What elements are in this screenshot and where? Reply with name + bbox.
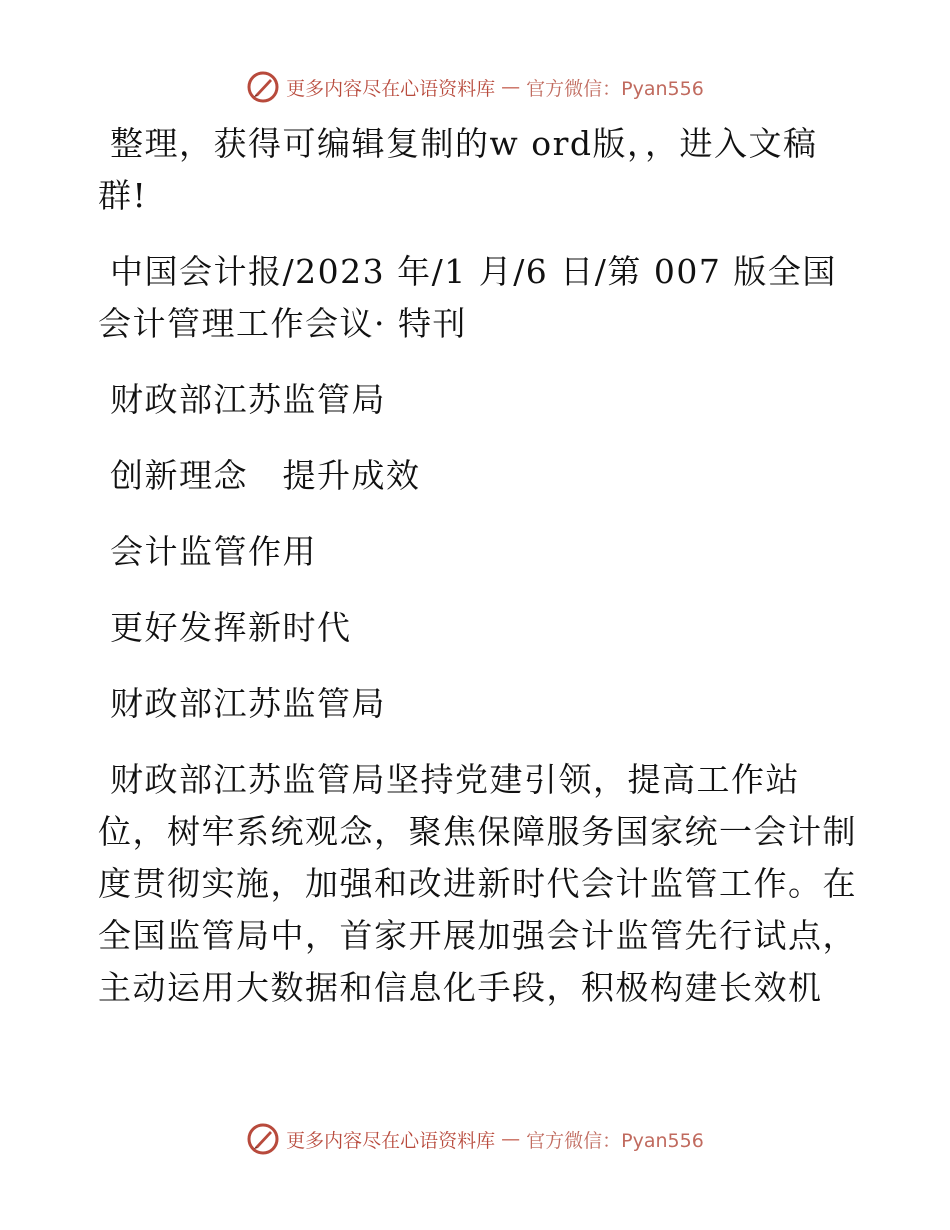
- doc-paragraph-byline: 财政部江苏监管局: [110, 684, 386, 723]
- quill-logo-icon: [246, 1122, 280, 1156]
- doc-paragraph-headline-3: 更好发挥新时代: [110, 608, 352, 647]
- footer-watermark: [0, 1122, 950, 1156]
- watermark-separator: —: [501, 76, 521, 98]
- doc-paragraph-author: 财政部江苏监管局: [110, 380, 386, 419]
- doc-paragraph-intro: 整理，获得可编辑复制的w ord版，，进入文稿群!: [98, 124, 818, 215]
- doc-paragraph-headline-2: 会计监管作用: [110, 532, 317, 571]
- doc-paragraph-headline-1: 创新理念 提升成效: [110, 456, 421, 495]
- watermark-site-text: 更多内容尽在心语资料库: [286, 77, 496, 100]
- header-watermark: [0, 70, 950, 104]
- doc-paragraph-source: 中国会计报/2023 年/1 月/6 日/第 007 版全国会计管理工作会议· 特刊: [98, 252, 837, 343]
- quill-logo-icon: [246, 70, 280, 104]
- watermark-wechat-text: 官方微信：Pyan556: [526, 77, 704, 100]
- watermark-wechat-text: 官方微信：Pyan556: [526, 1129, 704, 1152]
- doc-paragraph-body: 财政部江苏监管局坚持党建引领，提高工作站位，树牢系统观念，聚焦保障服务国家统一会计制度贯彻实施，加强和改进新时代会计监管工作。在全国监管局中，首家开展加强会计监管先行试点，主动运用大数据和信息化手段，积极构建长效机: [98, 760, 857, 1007]
- watermark-site-text: 更多内容尽在心语资料库: [286, 1129, 496, 1152]
- document-body: [98, 118, 858, 1038]
- watermark-separator: —: [501, 1128, 521, 1150]
